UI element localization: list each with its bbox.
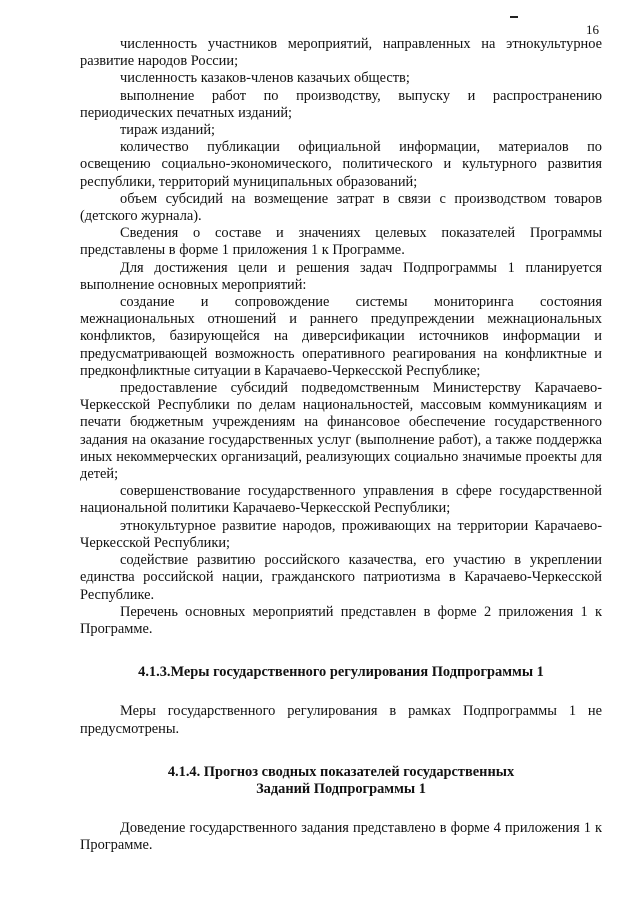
- scan-mark: [510, 16, 518, 18]
- section-text-4-1-3: Меры государственного регулирования в рамках Подпрограммы 1 не предусмотрены.: [80, 703, 602, 737]
- paragraph: этнокультурное развитие народов, проживающих на территории Карачаево-Черкесской Республики;: [80, 517, 602, 551]
- section-heading-4-1-4-line1: 4.1.4. Прогноз сводных показателей государственных: [167, 763, 515, 780]
- paragraph: содействие развитию российского казачества, его участию в укреплении единства российской нации, гражданского патриотизма в Карачаево-Черкесской Республике.: [80, 552, 602, 603]
- section-text-4-1-4: Доведение государственного задания представлено в форме 4 приложения 1 к Программе.: [80, 820, 602, 854]
- paragraph: совершенствование государственного управления в сфере государственной национальной политики Карачаево-Черкесской Республики;: [80, 483, 602, 517]
- paragraph: создание и сопровождение системы мониторинга состояния межнациональных отношений и раннего предупреждении межнациональных конфликтов, базирующейся на диверсификации источников информации и предусматривающей возможность оперативного реагирования на конфликтные и предконфликтные ситуации в Карачаево-Черкесской Республике;: [80, 294, 602, 379]
- section-heading-4-1-3: 4.1.3.Меры государственного регулирования Подпрограммы 1: [138, 664, 544, 681]
- paragraph: предоставление субсидий подведомственным Министерству Карачаево-Черкесской Республики по делам национальностей, массовым коммуникациям и печати бюджетным учреждениям на финансовое обеспечение государственного задания на оказание государственных услуг (выполнение работ), а также поддержка иных некоммерческих организаций, реализующих социально значимые проекты для детей;: [80, 380, 602, 483]
- paragraph: Для достижения цели и решения задач Подпрограммы 1 планируется выполнение основных мероприятий:: [80, 259, 602, 293]
- paragraph: объем субсидий на возмещение затрат в связи с производством товаров (детского журнала).: [80, 190, 602, 225]
- paragraph: выполнение работ по производству, выпуску и распространению периодических печатных изданий;: [80, 87, 602, 121]
- paragraph: количество публикации официальной информации, материалов по освещению социально-экономического, политического и культурного развития республики, территорий муниципальных образований;: [80, 139, 602, 190]
- paragraph: тираж изданий;: [120, 122, 216, 139]
- paragraph: численность казаков-членов казачьих обществ;: [120, 70, 410, 87]
- paragraph: численность участников мероприятий, направленных на этнокультурное развитие народов России;: [80, 36, 602, 70]
- document-body: [80, 36, 602, 855]
- paragraph: Сведения о составе и значениях целевых показателей Программы представлены в форме 1 приложения 1 к Программе.: [80, 225, 602, 259]
- page-number: 16: [586, 22, 599, 37]
- section-heading-4-1-4-line2: Заданий Подпрограммы 1: [256, 780, 426, 797]
- paragraph: Перечень основных мероприятий представлен в форме 2 приложения 1 к Программе.: [80, 603, 602, 637]
